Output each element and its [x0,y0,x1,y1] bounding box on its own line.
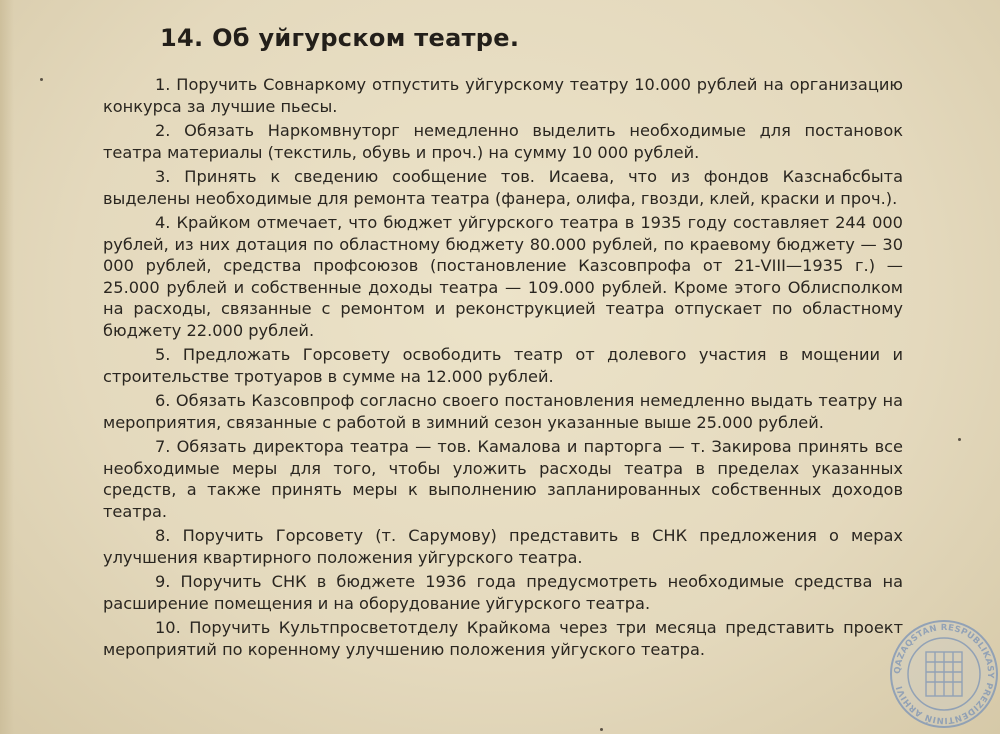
paragraph-5: 5. Предложать Горсовету освободить театр от долевого участия в мощении и строительстве тротуаров в сумме на 12.000 рублей. [103,345,903,386]
paragraph-7: 7. Обязать директора театра — тов. Камалова и парторга — т. Закирова принять все необходимые меры для того, чтобы уложить расходы театра в пределах указанных средств, а также принять меры к выполнению запланированных собственных доходов театра. [103,437,903,521]
archive-stamp [888,618,1000,730]
paragraph-6: 6. Обязать Казсовпроф согласно своего постановления немедленно выдать театру на мероприятия, связанные с работой в зимний сезон указанные выше 25.000 рублей. [103,391,903,432]
paragraph-8: 8. Поручить Горсовету (т. Сарумову) представить в СНК предложения о мерах улучшения квартирного положения уйгурского театра. [103,526,903,567]
stamp-text: QAZAQSTAN RESPUBLIKASY PREZIDENTINIŃ ARHIVI [892,622,996,726]
ink-speck [600,728,603,731]
paragraph-4: 4. Крайком отмечает, что бюджет уйгурского театра в 1935 году составляет 244 000 рублей, из них дотация по областному бюджету 80.000 рублей, по краевому бюджету — 30 000 рублей, средства профсоюзов (постановление Казсовпрофа от 21-VIII—1935 г.) — 25.000 рублей и собственные доходы театра — 109.000 рублей. Кроме этого Облисполком на расходы, связанные с ремонтом и реконструкцией театра отпускает по областному бюджету 22.000 рублей. [103,213,903,340]
paragraph-3: 3. Принять к сведению сообщение тов. Исаева, что из фондов Казснабсбыта выделены необходимые для ремонта театра (фанера, олифа, гвозди, клей, краски и проч.). [103,167,903,208]
paragraph-2: 2. Обязать Наркомвнуторг немедленно выделить необходимые для постановок театра материалы (текстиль, обувь и проч.) на сумму 10 000 рублей. [103,121,903,162]
paragraph-10: 10. Поручить Культпросветотделу Крайкома через три месяца представить проект мероприятий по коренному улучшению положения уйгуского театра. [103,618,903,659]
paragraph-9: 9. Поручить СНК в бюджете 1936 года предусмотреть необходимые средства на расширение помещения и на оборудование уйгурского театра. [103,572,903,613]
paragraph-1: 1. Поручить Совнаркому отпустить уйгурскому театру 10.000 рублей на организацию конкурса за лучшие пьесы. [103,75,903,116]
ink-speck [40,78,43,81]
ink-speck [958,438,961,441]
document-title: 14. Об уйгурском театре. [160,24,520,52]
document-body [103,74,903,663]
page-edge-shadow [0,0,14,734]
